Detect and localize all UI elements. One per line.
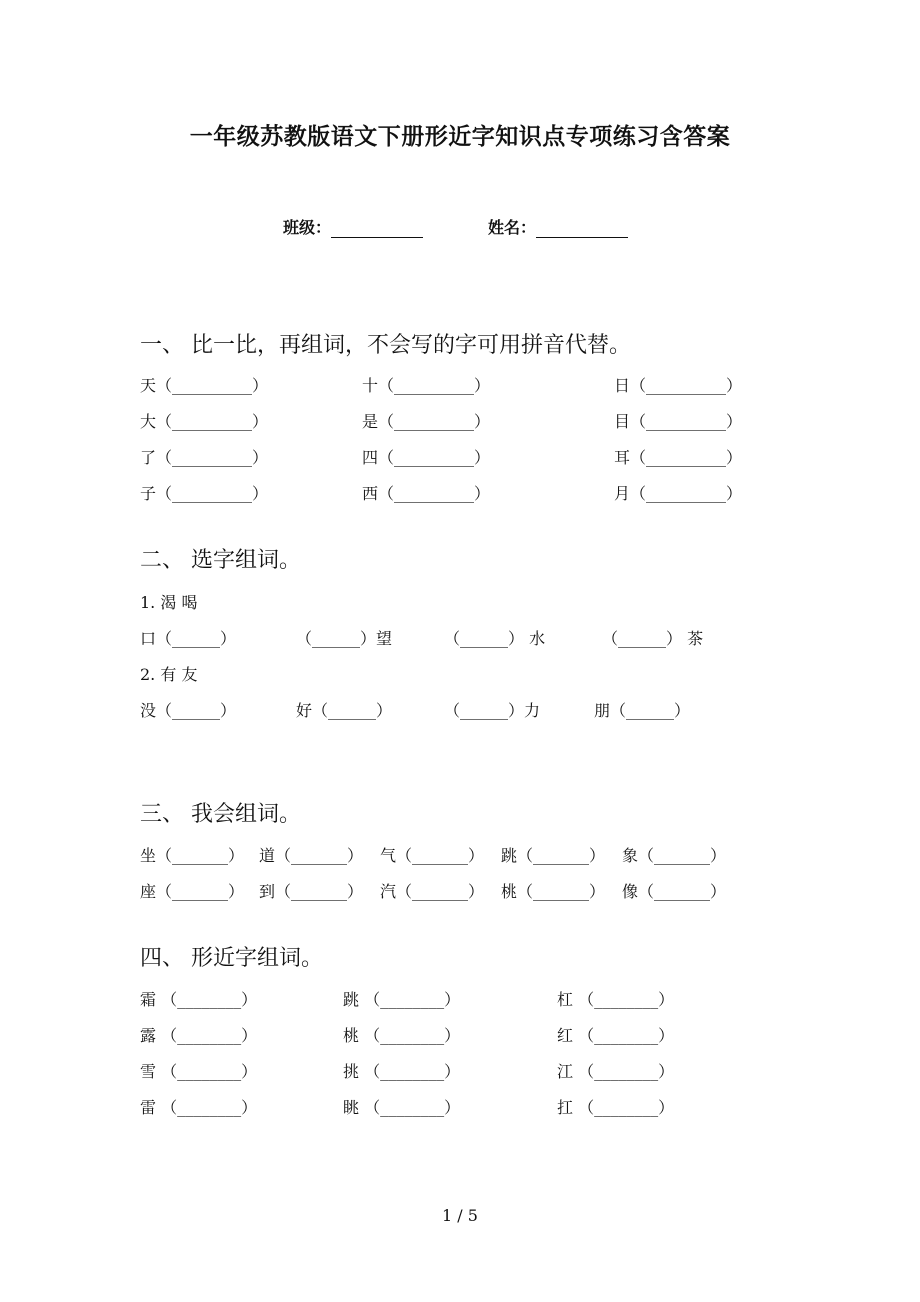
- section-4-heading: 四、 形近字组词。: [140, 946, 323, 971]
- s3-r1-c3: 气（_______）: [380, 846, 485, 865]
- s1-r4-c3: 月（__________）: [614, 484, 743, 503]
- s1-r1-c1: 天（__________）: [140, 376, 269, 395]
- s4-r4-c2: 眺 （________）: [343, 1098, 461, 1117]
- s2-g1-item-3: （______） 水: [444, 629, 546, 648]
- section-2-heading: 二、 选字组词。: [140, 548, 301, 573]
- s3-r2-c1: 座（_______）: [140, 882, 245, 901]
- s3-r1-c5: 象（_______）: [622, 846, 727, 865]
- s1-r1-c2: 十（__________）: [362, 376, 491, 395]
- s1-r3-c1: 了（__________）: [140, 448, 269, 467]
- s3-r1-c2: 道（_______）: [259, 846, 364, 865]
- s3-r2-c5: 像（_______）: [622, 882, 727, 901]
- s4-r2-c3: 红 （________）: [557, 1026, 675, 1045]
- name-blank[interactable]: [536, 221, 628, 238]
- s3-r2-c4: 桃（_______）: [501, 882, 606, 901]
- s4-r1-c3: 杠 （________）: [557, 990, 675, 1009]
- s4-r3-c2: 挑 （________）: [343, 1062, 461, 1081]
- s4-r3-c3: 江 （________）: [557, 1062, 675, 1081]
- s2-g2-item-4: 朋（______）: [594, 701, 691, 720]
- s1-r2-c2: 是（__________）: [362, 412, 491, 431]
- s4-r1-c1: 霜 （________）: [140, 990, 258, 1009]
- s2-g1-item-4: （______） 茶: [602, 629, 704, 648]
- s4-r4-c3: 扛 （________）: [557, 1098, 675, 1117]
- s4-r1-c2: 跳 （________）: [343, 990, 461, 1009]
- name-label: 姓名：: [488, 218, 537, 237]
- s2-g2-item-2: 好（______）: [296, 701, 393, 720]
- s1-r2-c1: 大（__________）: [140, 412, 269, 431]
- s3-r1-c4: 跳（_______）: [501, 846, 606, 865]
- s3-r2-c2: 到（_______）: [259, 882, 364, 901]
- name-field: [488, 215, 628, 238]
- page-title: 一年级苏教版语文下册形近字知识点专项练习含答案: [189, 123, 731, 150]
- class-blank[interactable]: [331, 221, 423, 238]
- s2-group-2-label: 2. 有 友: [140, 665, 198, 684]
- s3-r2-c3: 汽（_______）: [380, 882, 485, 901]
- s2-g2-item-3: （______）力: [444, 701, 541, 720]
- s4-r4-c1: 雷 （________）: [140, 1098, 258, 1117]
- s4-r2-c1: 露 （________）: [140, 1026, 258, 1045]
- s1-r4-c2: 西（__________）: [362, 484, 491, 503]
- s1-r3-c2: 四（__________）: [362, 448, 491, 467]
- class-label: 班级：: [283, 218, 332, 237]
- s2-group-1-label: 1. 渴 喝: [140, 593, 198, 612]
- page-number: 1 / 5: [442, 1206, 478, 1225]
- s2-g2-item-1: 没（______）: [140, 701, 237, 720]
- section-3-heading: 三、 我会组词。: [140, 802, 301, 827]
- class-field: [283, 215, 423, 238]
- s4-r2-c2: 桃 （________）: [343, 1026, 461, 1045]
- s1-r1-c3: 日（__________）: [614, 376, 743, 395]
- s2-g1-item-2: （______）望: [296, 629, 393, 648]
- s1-r2-c3: 目（__________）: [614, 412, 743, 431]
- s1-r4-c1: 子（__________）: [140, 484, 269, 503]
- s1-r3-c3: 耳（__________）: [614, 448, 743, 467]
- s2-g1-item-1: 口（______）: [140, 629, 237, 648]
- s3-r1-c1: 坐（_______）: [140, 846, 245, 865]
- s4-r3-c1: 雪 （________）: [140, 1062, 258, 1081]
- section-1-heading: 一、 比一比，再组词，不会写的字可用拼音代替。: [140, 333, 631, 358]
